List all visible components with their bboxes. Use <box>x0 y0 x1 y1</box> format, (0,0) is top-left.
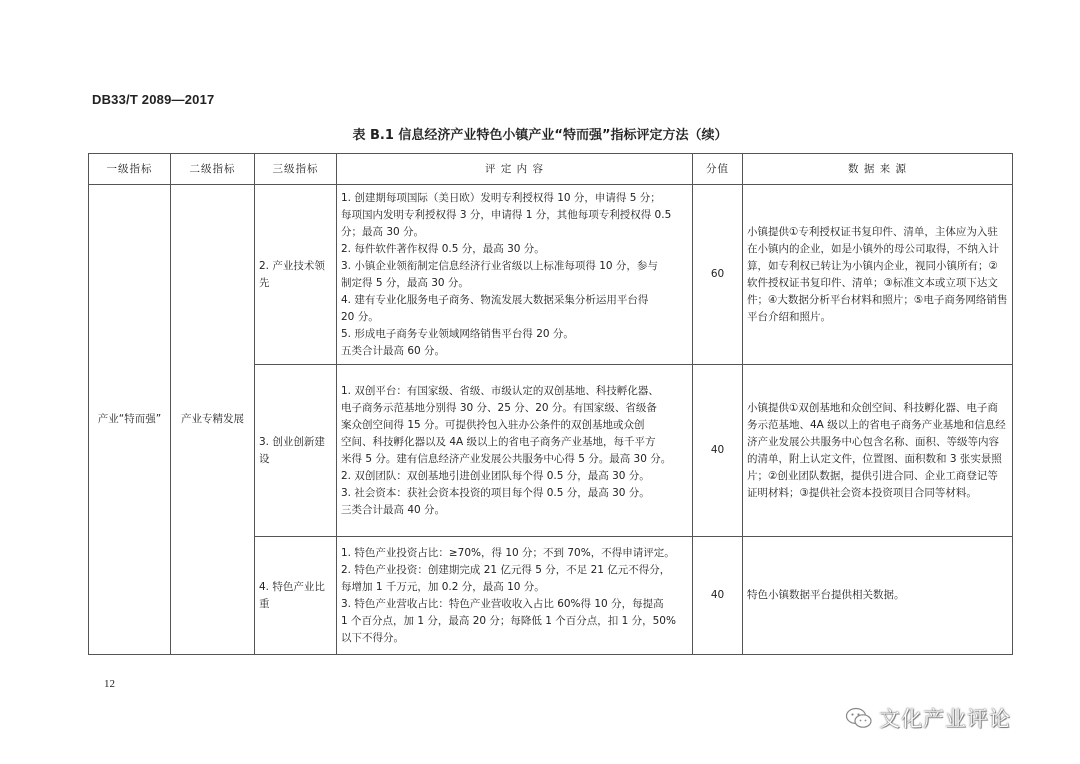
table-row <box>89 185 1013 365</box>
content-line: 米得 5 分。建有信息经济产业发展公共服务中心得 5 分。最高 30 分。 <box>341 452 672 465</box>
content-line: 电子商务示范基地分别得 30 分、25 分、20 分。有国家级、省级备 <box>341 401 657 414</box>
page-number: 12 <box>104 678 115 690</box>
level1-indicator: 产业“特而强” <box>89 185 171 655</box>
content-line: 1 个百分点，加 1 分，最高 20 分；每降低 1 个百分点，扣 1 分，50% <box>341 614 676 627</box>
content-line: 1. 创建期每项国际（美日欧）发明专利授权得 10 分，申请得 5 分； <box>341 191 661 204</box>
level2-indicator: 产业专精发展 <box>171 185 255 655</box>
document-code: DB33/T 2089—2017 <box>92 92 215 107</box>
content-line: 1. 双创平台：有国家级、省级、市级认定的双创基地、科技孵化器、 <box>341 384 659 397</box>
content-line: 20 分。 <box>341 310 379 323</box>
watermark <box>845 703 1011 733</box>
content-line: 案众创空间得 15 分。可提供拎包入驻办公条件的双创基地或众创 <box>341 418 645 431</box>
evaluation-table <box>88 153 1013 655</box>
level3-indicator: 3. 创业创新建设 <box>255 365 337 537</box>
data-source <box>743 365 1013 537</box>
column-header-level1: 一级指标 <box>89 154 171 185</box>
evaluation-content <box>337 185 693 365</box>
content-line: 每增加 1 千万元，加 0.2 分，最高 10 分。 <box>341 580 545 593</box>
wechat-icon <box>845 706 873 730</box>
content-line: 3. 小镇企业领衔制定信息经济行业省级以上标准每项得 10 分，参与 <box>341 259 658 272</box>
content-line: 3. 社会资本：获社会资本投资的项目每个得 0.5 分，最高 30 分。 <box>341 486 650 499</box>
content-line: 制定得 5 分，最高 30 分。 <box>341 276 469 289</box>
content-line: 2. 每件软件著作权得 0.5 分，最高 30 分。 <box>341 242 545 255</box>
content-line: 五类合计最高 60 分。 <box>341 344 446 357</box>
content-line: 分；最高 30 分。 <box>341 225 425 238</box>
level3-indicator: 2. 产业技术领先 <box>255 185 337 365</box>
score-value: 40 <box>693 365 743 537</box>
content-line: 2. 双创团队：双创基地引进创业团队每个得 0.5 分，最高 30 分。 <box>341 469 650 482</box>
content-line: 1. 特色产业投资占比：≥70%，得 10 分；不到 70%，不得申请评定。 <box>341 546 675 559</box>
content-line: 三类合计最高 40 分。 <box>341 503 446 516</box>
table-header-row <box>89 154 1013 185</box>
column-header-content: 评 定 内 容 <box>337 154 693 185</box>
column-header-level3: 三级指标 <box>255 154 337 185</box>
evaluation-content <box>337 365 693 537</box>
score-value: 60 <box>693 185 743 365</box>
data-source <box>743 185 1013 365</box>
column-header-source: 数 据 来 源 <box>743 154 1013 185</box>
table-title: 表 B.1 信息经济产业特色小镇产业“特而强”指标评定方法（续） <box>352 128 728 143</box>
source-text: 小镇提供①双创基地和众创空间、科技孵化器、电子商务示范基地、4A 级以上的省电子商务产业基地和信息经济产业发展公共服务中心包含名称、面积、等级等内容的清单，附上认定文件，位置图、面积数和 3 张实景照片；②创业团队数据，提供引进合同、企业工商登记等证明材料；③提供社会资本投资项目合同等材料。 <box>747 401 1006 499</box>
content-line: 2. 特色产业投资：创建期完成 21 亿元得 5 分，不足 21 亿元不得分， <box>341 563 671 576</box>
column-header-score: 分值 <box>693 154 743 185</box>
content-line: 空间、科技孵化器以及 4A 级以上的省电子商务产业基地，每千平方 <box>341 435 656 448</box>
score-value: 40 <box>693 537 743 655</box>
source-text: 特色小镇数据平台提供相关数据。 <box>747 589 905 601</box>
content-line: 5. 形成电子商务专业领域网络销售平台得 20 分。 <box>341 327 574 340</box>
column-header-level2: 二级指标 <box>171 154 255 185</box>
content-line: 4. 建有专业化服务电子商务、物流发展大数据采集分析运用平台得 <box>341 293 649 306</box>
content-line: 每项国内发明专利授权得 3 分，申请得 1 分，其他每项专利授权得 0.5 <box>341 208 672 221</box>
data-source <box>743 537 1013 655</box>
evaluation-content <box>337 537 693 655</box>
watermark-text: 文化产业评论 <box>879 707 1011 731</box>
level3-indicator: 4. 特色产业比重 <box>255 537 337 655</box>
content-line: 以下不得分。 <box>341 631 404 644</box>
content-line: 3. 特色产业营收占比：特色产业营收收入占比 60%得 10 分，每提高 <box>341 597 664 610</box>
source-text: 小镇提供①专利授权证书复印件、清单，主体应为入驻在小镇内的企业，如是小镇外的母公司取得，不纳入计算，如专利权已转让为小镇内企业，视同小镇所有；②软件授权证书复印件、清单；③标准文本或立项下达文件；④大数据分析平台材料和照片；⑤电子商务网络销售平台介绍和照片。 <box>747 225 1008 323</box>
